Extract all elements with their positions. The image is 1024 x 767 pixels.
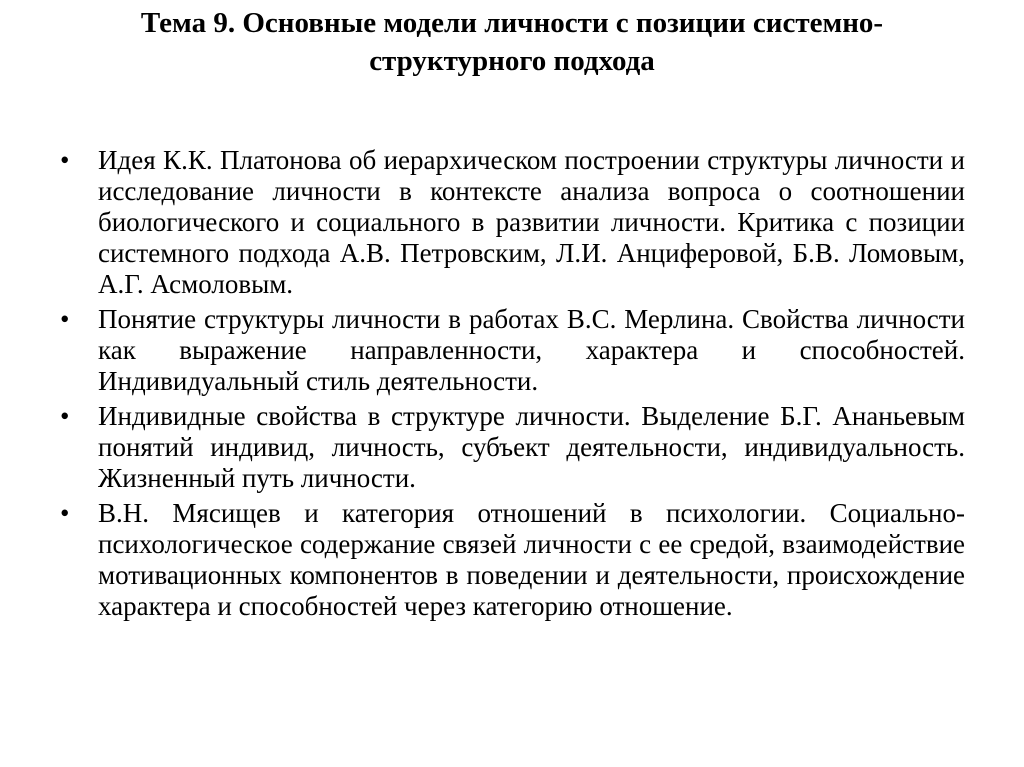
bullet-text: Понятие структуры личности в работах В.С. Мерлина. Свойства личности как выражение направленности, характера и способностей. Индивидуальный стиль деятельности. [98,304,965,396]
bullet-item-ananyev [60,401,965,494]
bullet-icon: • [60,145,70,175]
bullet-list [60,145,965,626]
bullet-item-myasishchev [60,498,965,622]
bullet-text: Индивидные свойства в структуре личности. Выделение Б.Г. Ананьевым понятий индивид, личность, субъект деятельности, индивидуальность. Жизненный путь личности. [98,401,965,493]
bullet-icon: • [60,401,70,431]
bullet-item-platonov [60,145,965,300]
bullet-item-merlin [60,304,965,397]
slide-title [40,4,984,80]
bullet-icon: • [60,498,70,528]
bullet-icon: • [60,304,70,334]
bullet-text: В.Н. Мясищев и категория отношений в психологии. Социально-психологическое содержание связей личности с ее средой, взаимодействие мотивационных компонентов в поведении и деятельности, происхождение характера и способностей через категорию отношение. [98,498,965,621]
bullet-text: Идея К.К. Платонова об иерархическом построении структуры личности и исследование личности в контексте анализа вопроса о соотношении биологического и социального в развитии личности. Критика с позиции системного подхода А.В. Петровским, Л.И. Анциферовой, Б.В. Ломовым, А.Г. Асмоловым. [98,145,965,299]
slide-title-line-1: Тема 9. Основные модели личности с позиции системно- [140,7,884,39]
slide-title-line-2: структурного подхода [369,45,655,77]
